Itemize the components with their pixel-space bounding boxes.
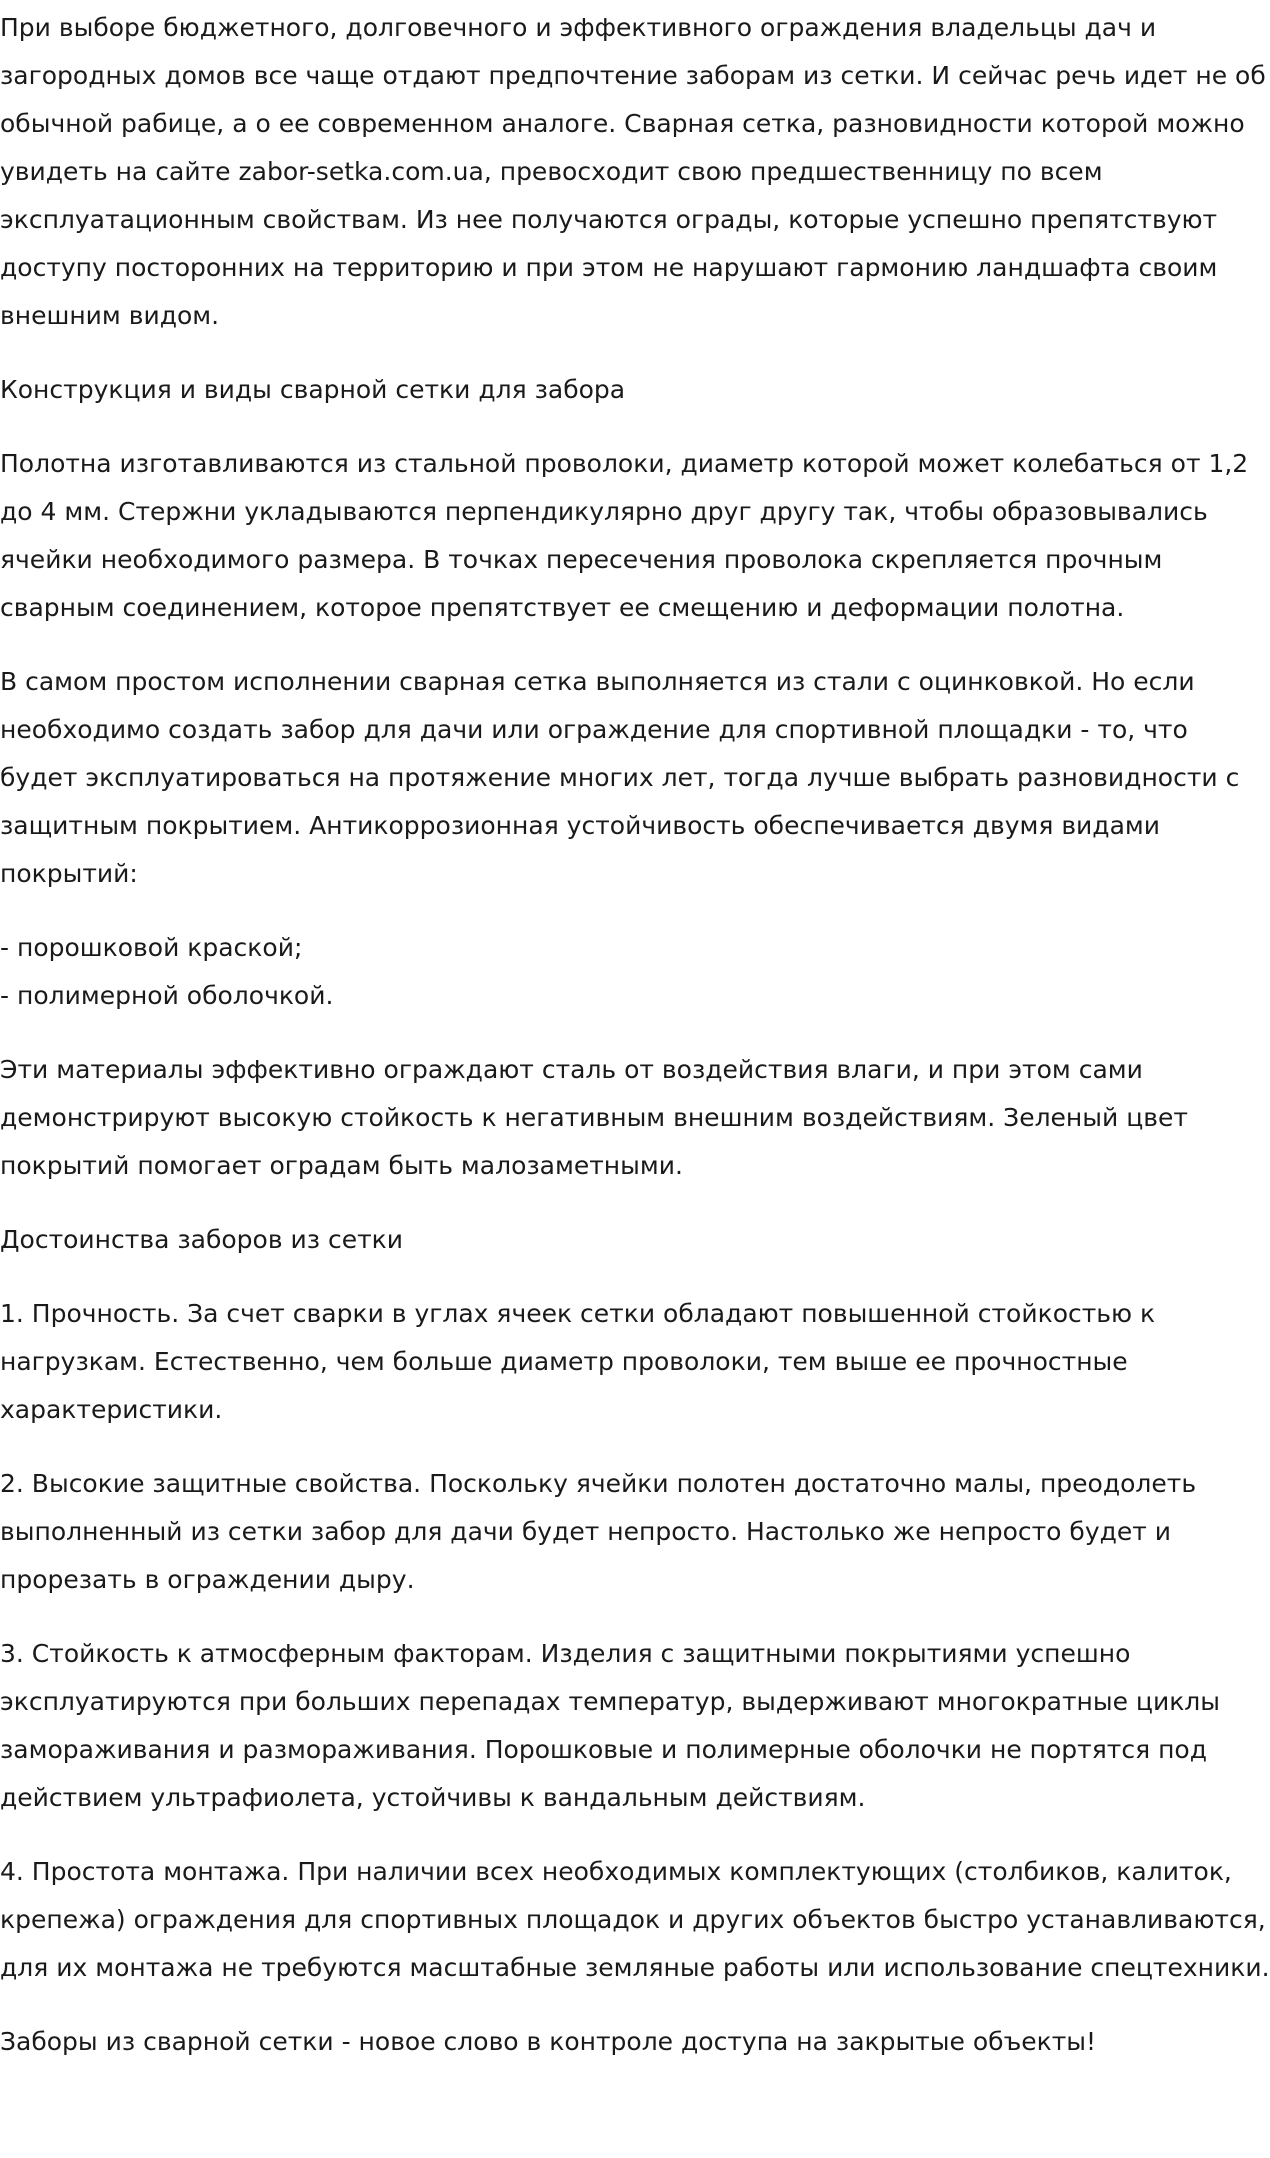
coatings-list-item: - полимерной оболочкой. xyxy=(0,981,334,1010)
construction-paragraph-1: Полотна изготавливаются из стальной проволоки, диаметр которой может колебаться от 1,2 до 4 мм. Стержни укладываются перпендикулярно друг другу так, чтобы образовывались ячейки необходимого размера. В точках пересечения проволока скрепляется прочным сварным соединением, которое препятствует ее смещению и деформации полотна. xyxy=(0,449,1249,622)
advantage-item: 3. Стойкость к атмосферным факторам. Изделия с защитными покрытиями успешно эксплуатируются при больших перепадах температур, выдерживают многократные циклы замораживания и размораживания. Порошковые и полимерные оболочки не портятся под действием ультрафиолета, устойчивы к вандальным действиям. xyxy=(0,1639,1221,1812)
construction-paragraph-3: Эти материалы эффективно ограждают сталь от воздействия влаги, и при этом сами демонстрируют высокую стойкость к негативным внешним воздействиям. Зеленый цвет покрытий помогает оградам быть малозаметными. xyxy=(0,1055,1188,1180)
intro-paragraph: При выборе бюджетного, долговечного и эффективного ограждения владельцы дач и загородных домов все чаще отдают предпочтение заборам из сетки. И сейчас речь идет не об обычной рабице, а о ее современном аналоге. Сварная сетка, разновидности которой можно увидеть на сайте zabor-setka.com.ua, превосходит свою предшественницу по всем эксплуатационным свойствам. Из нее получаются ограды, которые успешно препятствуют доступу посторонних на территорию и при этом не нарушают гармонию ландшафта своим внешним видом. xyxy=(0,13,1266,330)
advantage-item: 2. Высокие защитные свойства. Поскольку ячейки полотен достаточно малы, преодолеть выполненный из сетки забор для дачи будет непросто. Настолько же непросто будет и прорезать в ограждении дыру. xyxy=(0,1469,1197,1594)
construction-paragraph-2: В самом простом исполнении сварная сетка выполняется из стали с оцинковкой. Но если необходимо создать забор для дачи или ограждение для спортивной площадки - то, что будет эксплуатироваться на протяжение многих лет, тогда лучше выбрать разновидности с защитным покрытием. Антикоррозионная устойчивость обеспечивается двумя видами покрытий: xyxy=(0,667,1240,888)
advantage-item: 4. Простота монтажа. При наличии всех необходимых комплектующих (столбиков, калиток, крепежа) ограждения для спортивных площадок и других объектов быстро устанавливаются, для их монтажа не требуются масштабные земляные работы или использование спецтехники. xyxy=(0,1857,1270,1982)
coatings-list-item: - порошковой краской; xyxy=(0,933,303,962)
advantage-item: 1. Прочность. За счет сварки в углах ячеек сетки обладают повышенной стойкостью к нагрузкам. Естественно, чем больше диаметр проволоки, тем выше ее прочностные характеристики. xyxy=(0,1299,1156,1424)
section-heading-advantages: Достоинства заборов из сетки xyxy=(0,1225,404,1254)
coatings-list xyxy=(0,924,1270,1020)
conclusion-paragraph: Заборы из сварной сетки - новое слово в контроле доступа на закрытые объекты! xyxy=(0,2027,1097,2056)
section-heading-construction: Конструкция и виды сварной сетки для забора xyxy=(0,375,626,404)
